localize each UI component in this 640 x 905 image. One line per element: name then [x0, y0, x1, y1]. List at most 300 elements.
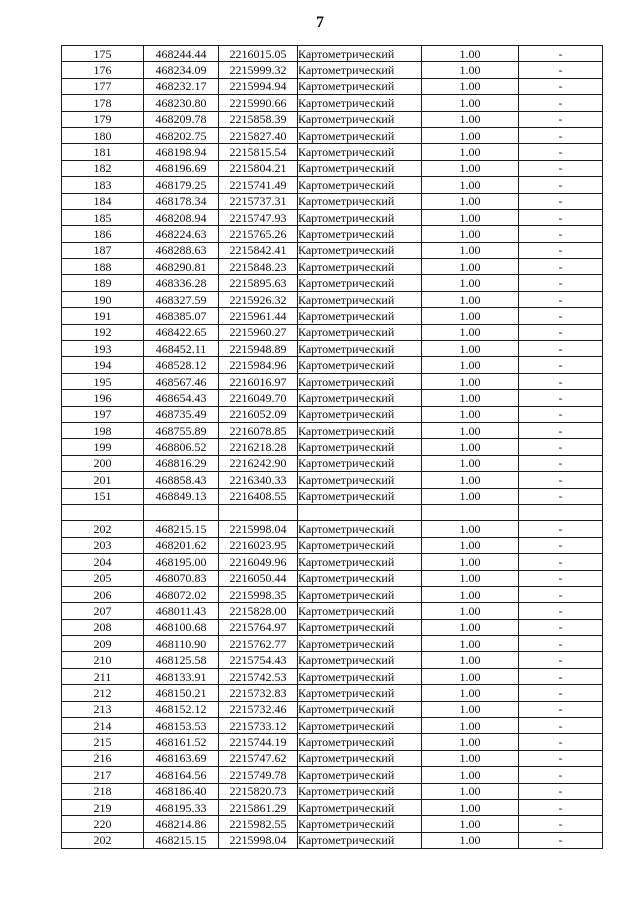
- point-number-cell: 179: [62, 111, 144, 127]
- note-cell: -: [519, 308, 603, 324]
- accuracy-cell: 1.00: [422, 78, 519, 94]
- accuracy-cell: 1.00: [422, 636, 519, 652]
- empty-cell: [298, 504, 422, 520]
- point-number-cell: 195: [62, 373, 144, 389]
- accuracy-cell: 1.00: [422, 537, 519, 553]
- note-cell: -: [519, 685, 603, 701]
- note-cell: -: [519, 521, 603, 537]
- y-coordinate-cell: 2215998.04: [219, 521, 298, 537]
- note-cell: -: [519, 160, 603, 176]
- note-cell: -: [519, 750, 603, 766]
- x-coordinate-cell: 468327.59: [144, 291, 219, 307]
- point-number-cell: 198: [62, 422, 144, 438]
- point-number-cell: 206: [62, 586, 144, 602]
- accuracy-cell: 1.00: [422, 799, 519, 815]
- y-coordinate-cell: 2215861.29: [219, 799, 298, 815]
- accuracy-cell: 1.00: [422, 275, 519, 291]
- method-cell: Картометрический: [298, 62, 422, 78]
- method-cell: Картометрический: [298, 521, 422, 537]
- x-coordinate-cell: 468070.83: [144, 570, 219, 586]
- point-number-cell: 199: [62, 439, 144, 455]
- x-coordinate-cell: 468858.43: [144, 472, 219, 488]
- accuracy-cell: 1.00: [422, 127, 519, 143]
- x-coordinate-cell: 468234.09: [144, 62, 219, 78]
- note-cell: -: [519, 95, 603, 111]
- x-coordinate-cell: 468198.94: [144, 144, 219, 160]
- table-row: [62, 570, 603, 586]
- x-coordinate-cell: 468011.43: [144, 603, 219, 619]
- table-row: [62, 226, 603, 242]
- y-coordinate-cell: 2215827.40: [219, 127, 298, 143]
- point-number-cell: 184: [62, 193, 144, 209]
- table-row: [62, 718, 603, 734]
- point-number-cell: 210: [62, 652, 144, 668]
- method-cell: Картометрический: [298, 193, 422, 209]
- note-cell: -: [519, 193, 603, 209]
- accuracy-cell: 1.00: [422, 406, 519, 422]
- table-row: [62, 390, 603, 406]
- y-coordinate-cell: 2215732.46: [219, 701, 298, 717]
- page-number: 7: [316, 14, 324, 31]
- table-row: [62, 603, 603, 619]
- x-coordinate-cell: 468385.07: [144, 308, 219, 324]
- accuracy-cell: 1.00: [422, 177, 519, 193]
- x-coordinate-cell: 468195.33: [144, 799, 219, 815]
- note-cell: -: [519, 636, 603, 652]
- accuracy-cell: 1.00: [422, 832, 519, 848]
- y-coordinate-cell: 2215744.19: [219, 734, 298, 750]
- accuracy-cell: 1.00: [422, 767, 519, 783]
- note-cell: -: [519, 111, 603, 127]
- x-coordinate-cell: 468164.56: [144, 767, 219, 783]
- x-coordinate-cell: 468755.89: [144, 422, 219, 438]
- table-row: [62, 62, 603, 78]
- method-cell: Картометрический: [298, 718, 422, 734]
- y-coordinate-cell: 2216078.85: [219, 422, 298, 438]
- method-cell: Картометрический: [298, 619, 422, 635]
- point-number-cell: 207: [62, 603, 144, 619]
- note-cell: -: [519, 586, 603, 602]
- point-number-cell: 183: [62, 177, 144, 193]
- empty-cell: [144, 504, 219, 520]
- x-coordinate-cell: 468224.63: [144, 226, 219, 242]
- y-coordinate-cell: 2215804.21: [219, 160, 298, 176]
- x-coordinate-cell: 468654.43: [144, 390, 219, 406]
- point-number-cell: 220: [62, 816, 144, 832]
- accuracy-cell: 1.00: [422, 291, 519, 307]
- table-row: [62, 275, 603, 291]
- table-row: [62, 685, 603, 701]
- note-cell: -: [519, 46, 603, 62]
- accuracy-cell: 1.00: [422, 193, 519, 209]
- point-number-cell: 205: [62, 570, 144, 586]
- table-row: [62, 160, 603, 176]
- point-number-cell: 196: [62, 390, 144, 406]
- point-number-cell: 175: [62, 46, 144, 62]
- table-row: [62, 78, 603, 94]
- y-coordinate-cell: 2216242.90: [219, 455, 298, 471]
- method-cell: Картометрический: [298, 177, 422, 193]
- y-coordinate-cell: 2215982.55: [219, 816, 298, 832]
- note-cell: -: [519, 242, 603, 258]
- note-cell: -: [519, 554, 603, 570]
- y-coordinate-cell: 2215747.62: [219, 750, 298, 766]
- accuracy-cell: 1.00: [422, 111, 519, 127]
- y-coordinate-cell: 2215765.26: [219, 226, 298, 242]
- y-coordinate-cell: 2215828.00: [219, 603, 298, 619]
- method-cell: Картометрический: [298, 422, 422, 438]
- method-cell: Картометрический: [298, 357, 422, 373]
- point-number-cell: 208: [62, 619, 144, 635]
- table-row: [62, 341, 603, 357]
- method-cell: Картометрический: [298, 291, 422, 307]
- accuracy-cell: 1.00: [422, 586, 519, 602]
- method-cell: Картометрический: [298, 95, 422, 111]
- method-cell: Картометрический: [298, 537, 422, 553]
- table-row: [62, 308, 603, 324]
- accuracy-cell: 1.00: [422, 816, 519, 832]
- note-cell: -: [519, 799, 603, 815]
- method-cell: Картометрический: [298, 46, 422, 62]
- y-coordinate-cell: 2215999.32: [219, 62, 298, 78]
- y-coordinate-cell: 2215820.73: [219, 783, 298, 799]
- note-cell: -: [519, 832, 603, 848]
- x-coordinate-cell: 468816.29: [144, 455, 219, 471]
- y-coordinate-cell: 2215842.41: [219, 242, 298, 258]
- x-coordinate-cell: 468244.44: [144, 46, 219, 62]
- accuracy-cell: 1.00: [422, 701, 519, 717]
- method-cell: Картометрический: [298, 586, 422, 602]
- y-coordinate-cell: 2215895.63: [219, 275, 298, 291]
- point-number-cell: 212: [62, 685, 144, 701]
- note-cell: -: [519, 226, 603, 242]
- note-cell: -: [519, 209, 603, 225]
- point-number-cell: 197: [62, 406, 144, 422]
- accuracy-cell: 1.00: [422, 603, 519, 619]
- table-row: [62, 127, 603, 143]
- y-coordinate-cell: 2216016.97: [219, 373, 298, 389]
- table-row: [62, 144, 603, 160]
- point-number-cell: 186: [62, 226, 144, 242]
- empty-cell: [219, 504, 298, 520]
- x-coordinate-cell: 468110.90: [144, 636, 219, 652]
- point-number-cell: 214: [62, 718, 144, 734]
- y-coordinate-cell: 2216340.33: [219, 472, 298, 488]
- x-coordinate-cell: 468452.11: [144, 341, 219, 357]
- table-row: [62, 636, 603, 652]
- note-cell: -: [519, 439, 603, 455]
- table-row: [62, 242, 603, 258]
- accuracy-cell: 1.00: [422, 685, 519, 701]
- table-row: [62, 750, 603, 766]
- accuracy-cell: 1.00: [422, 472, 519, 488]
- separator-row: [62, 504, 603, 520]
- point-number-cell: 218: [62, 783, 144, 799]
- y-coordinate-cell: 2216408.55: [219, 488, 298, 504]
- accuracy-cell: 1.00: [422, 488, 519, 504]
- x-coordinate-cell: 468133.91: [144, 668, 219, 684]
- note-cell: -: [519, 701, 603, 717]
- note-cell: -: [519, 472, 603, 488]
- accuracy-cell: 1.00: [422, 373, 519, 389]
- method-cell: Картометрический: [298, 603, 422, 619]
- y-coordinate-cell: 2215732.83: [219, 685, 298, 701]
- note-cell: -: [519, 734, 603, 750]
- point-number-cell: 176: [62, 62, 144, 78]
- x-coordinate-cell: 468202.75: [144, 127, 219, 143]
- point-number-cell: 182: [62, 160, 144, 176]
- note-cell: -: [519, 668, 603, 684]
- y-coordinate-cell: 2216050.44: [219, 570, 298, 586]
- method-cell: Картометрический: [298, 324, 422, 340]
- method-cell: Картометрический: [298, 685, 422, 701]
- method-cell: Картометрический: [298, 226, 422, 242]
- y-coordinate-cell: 2216049.96: [219, 554, 298, 570]
- method-cell: Картометрический: [298, 242, 422, 258]
- method-cell: Картометрический: [298, 144, 422, 160]
- y-coordinate-cell: 2215998.35: [219, 586, 298, 602]
- note-cell: -: [519, 62, 603, 78]
- table-row: [62, 324, 603, 340]
- point-number-cell: 180: [62, 127, 144, 143]
- x-coordinate-cell: 468153.53: [144, 718, 219, 734]
- method-cell: Картометрический: [298, 832, 422, 848]
- table-row: [62, 619, 603, 635]
- method-cell: Картометрический: [298, 472, 422, 488]
- accuracy-cell: 1.00: [422, 62, 519, 78]
- empty-cell: [62, 504, 144, 520]
- y-coordinate-cell: 2215762.77: [219, 636, 298, 652]
- method-cell: Картометрический: [298, 767, 422, 783]
- x-coordinate-cell: 468195.00: [144, 554, 219, 570]
- x-coordinate-cell: 468209.78: [144, 111, 219, 127]
- table-row: [62, 586, 603, 602]
- x-coordinate-cell: 468214.86: [144, 816, 219, 832]
- method-cell: Картометрический: [298, 734, 422, 750]
- point-number-cell: 211: [62, 668, 144, 684]
- note-cell: -: [519, 324, 603, 340]
- method-cell: Картометрический: [298, 341, 422, 357]
- accuracy-cell: 1.00: [422, 718, 519, 734]
- accuracy-cell: 1.00: [422, 652, 519, 668]
- x-coordinate-cell: 468179.25: [144, 177, 219, 193]
- note-cell: -: [519, 455, 603, 471]
- x-coordinate-cell: 468072.02: [144, 586, 219, 602]
- y-coordinate-cell: 2215742.53: [219, 668, 298, 684]
- point-number-cell: 213: [62, 701, 144, 717]
- accuracy-cell: 1.00: [422, 242, 519, 258]
- table-row: [62, 783, 603, 799]
- point-number-cell: 178: [62, 95, 144, 111]
- note-cell: -: [519, 78, 603, 94]
- x-coordinate-cell: 468215.15: [144, 521, 219, 537]
- x-coordinate-cell: 468422.65: [144, 324, 219, 340]
- accuracy-cell: 1.00: [422, 783, 519, 799]
- method-cell: Картометрический: [298, 373, 422, 389]
- method-cell: Картометрический: [298, 636, 422, 652]
- x-coordinate-cell: 468215.15: [144, 832, 219, 848]
- y-coordinate-cell: 2215749.78: [219, 767, 298, 783]
- x-coordinate-cell: 468178.34: [144, 193, 219, 209]
- note-cell: -: [519, 373, 603, 389]
- x-coordinate-cell: 468290.81: [144, 259, 219, 275]
- y-coordinate-cell: 2215994.94: [219, 78, 298, 94]
- accuracy-cell: 1.00: [422, 750, 519, 766]
- accuracy-cell: 1.00: [422, 357, 519, 373]
- point-number-cell: 194: [62, 357, 144, 373]
- note-cell: -: [519, 390, 603, 406]
- method-cell: Картометрический: [298, 111, 422, 127]
- accuracy-cell: 1.00: [422, 46, 519, 62]
- table-row: [62, 439, 603, 455]
- method-cell: Картометрический: [298, 799, 422, 815]
- method-cell: Картометрический: [298, 390, 422, 406]
- x-coordinate-cell: 468152.12: [144, 701, 219, 717]
- accuracy-cell: 1.00: [422, 521, 519, 537]
- method-cell: Картометрический: [298, 816, 422, 832]
- table-row: [62, 291, 603, 307]
- coordinates-table: [61, 45, 603, 849]
- table-row: [62, 767, 603, 783]
- coordinates-table-body: [62, 46, 603, 849]
- note-cell: -: [519, 406, 603, 422]
- note-cell: -: [519, 652, 603, 668]
- table-row: [62, 455, 603, 471]
- method-cell: Картометрический: [298, 259, 422, 275]
- x-coordinate-cell: 468232.17: [144, 78, 219, 94]
- table-row: [62, 668, 603, 684]
- y-coordinate-cell: 2215858.39: [219, 111, 298, 127]
- note-cell: -: [519, 177, 603, 193]
- accuracy-cell: 1.00: [422, 160, 519, 176]
- y-coordinate-cell: 2215754.43: [219, 652, 298, 668]
- method-cell: Картометрический: [298, 127, 422, 143]
- y-coordinate-cell: 2215948.89: [219, 341, 298, 357]
- accuracy-cell: 1.00: [422, 209, 519, 225]
- y-coordinate-cell: 2215926.32: [219, 291, 298, 307]
- y-coordinate-cell: 2215815.54: [219, 144, 298, 160]
- point-number-cell: 192: [62, 324, 144, 340]
- accuracy-cell: 1.00: [422, 390, 519, 406]
- y-coordinate-cell: 2215984.96: [219, 357, 298, 373]
- y-coordinate-cell: 2215961.44: [219, 308, 298, 324]
- note-cell: -: [519, 259, 603, 275]
- y-coordinate-cell: 2216015.05: [219, 46, 298, 62]
- method-cell: Картометрический: [298, 209, 422, 225]
- x-coordinate-cell: 468186.40: [144, 783, 219, 799]
- method-cell: Картометрический: [298, 160, 422, 176]
- empty-cell: [519, 504, 603, 520]
- method-cell: Картометрический: [298, 668, 422, 684]
- point-number-cell: 193: [62, 341, 144, 357]
- table-row: [62, 357, 603, 373]
- accuracy-cell: 1.00: [422, 422, 519, 438]
- point-number-cell: 202: [62, 521, 144, 537]
- note-cell: -: [519, 357, 603, 373]
- y-coordinate-cell: 2215733.12: [219, 718, 298, 734]
- accuracy-cell: 1.00: [422, 226, 519, 242]
- x-coordinate-cell: 468196.69: [144, 160, 219, 176]
- point-number-cell: 188: [62, 259, 144, 275]
- accuracy-cell: 1.00: [422, 439, 519, 455]
- y-coordinate-cell: 2215848.23: [219, 259, 298, 275]
- method-cell: Картометрический: [298, 439, 422, 455]
- note-cell: -: [519, 537, 603, 553]
- accuracy-cell: 1.00: [422, 95, 519, 111]
- table-row: [62, 537, 603, 553]
- point-number-cell: 202: [62, 832, 144, 848]
- point-number-cell: 216: [62, 750, 144, 766]
- accuracy-cell: 1.00: [422, 259, 519, 275]
- method-cell: Картометрический: [298, 406, 422, 422]
- x-coordinate-cell: 468125.58: [144, 652, 219, 668]
- table-row: [62, 422, 603, 438]
- method-cell: Картометрический: [298, 652, 422, 668]
- y-coordinate-cell: 2215764.97: [219, 619, 298, 635]
- x-coordinate-cell: 468161.52: [144, 734, 219, 750]
- method-cell: Картометрический: [298, 783, 422, 799]
- y-coordinate-cell: 2215741.49: [219, 177, 298, 193]
- method-cell: Картометрический: [298, 750, 422, 766]
- accuracy-cell: 1.00: [422, 324, 519, 340]
- table-row: [62, 799, 603, 815]
- point-number-cell: 200: [62, 455, 144, 471]
- point-number-cell: 151: [62, 488, 144, 504]
- note-cell: -: [519, 488, 603, 504]
- point-number-cell: 209: [62, 636, 144, 652]
- note-cell: -: [519, 127, 603, 143]
- x-coordinate-cell: 468735.49: [144, 406, 219, 422]
- table-row: [62, 373, 603, 389]
- y-coordinate-cell: 2215990.66: [219, 95, 298, 111]
- method-cell: Картометрический: [298, 701, 422, 717]
- accuracy-cell: 1.00: [422, 554, 519, 570]
- method-cell: Картометрический: [298, 554, 422, 570]
- table-row: [62, 816, 603, 832]
- table-row: [62, 832, 603, 848]
- x-coordinate-cell: 468230.80: [144, 95, 219, 111]
- note-cell: -: [519, 767, 603, 783]
- y-coordinate-cell: 2216049.70: [219, 390, 298, 406]
- x-coordinate-cell: 468806.52: [144, 439, 219, 455]
- accuracy-cell: 1.00: [422, 570, 519, 586]
- note-cell: -: [519, 341, 603, 357]
- table-row: [62, 701, 603, 717]
- note-cell: -: [519, 619, 603, 635]
- y-coordinate-cell: 2216052.09: [219, 406, 298, 422]
- table-row: [62, 111, 603, 127]
- accuracy-cell: 1.00: [422, 668, 519, 684]
- table-row: [62, 177, 603, 193]
- point-number-cell: 215: [62, 734, 144, 750]
- note-cell: -: [519, 816, 603, 832]
- table-row: [62, 259, 603, 275]
- accuracy-cell: 1.00: [422, 308, 519, 324]
- y-coordinate-cell: 2216218.28: [219, 439, 298, 455]
- point-number-cell: 190: [62, 291, 144, 307]
- table-row: [62, 406, 603, 422]
- x-coordinate-cell: 468288.63: [144, 242, 219, 258]
- note-cell: -: [519, 422, 603, 438]
- y-coordinate-cell: 2215737.31: [219, 193, 298, 209]
- point-number-cell: 185: [62, 209, 144, 225]
- table-row: [62, 95, 603, 111]
- accuracy-cell: 1.00: [422, 619, 519, 635]
- x-coordinate-cell: 468150.21: [144, 685, 219, 701]
- accuracy-cell: 1.00: [422, 144, 519, 160]
- note-cell: -: [519, 144, 603, 160]
- method-cell: Картометрический: [298, 455, 422, 471]
